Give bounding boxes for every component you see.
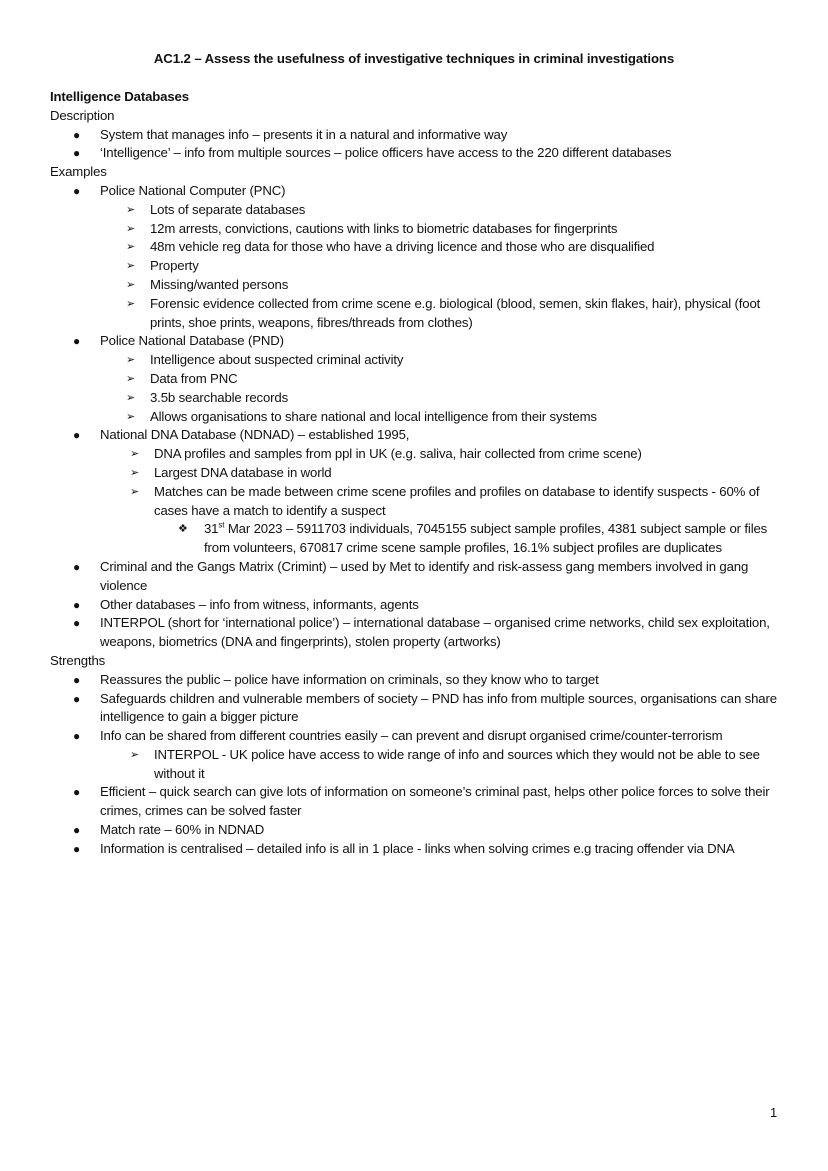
arrow-bullet-icon: ➢: [126, 241, 136, 254]
arrow-bullet-icon: ➢: [126, 222, 136, 235]
sublist-item: [100, 746, 790, 784]
sublist-item-text: INTERPOL - UK police have access to wide range of info and sources which they would not be able to see without it: [154, 746, 760, 781]
description-label: Description: [50, 107, 115, 123]
list-item: [50, 840, 790, 859]
bullet-icon: ●: [73, 334, 81, 349]
sublist-item-text: Forensic evidence collected from crime scene e.g. biological (blood, semen, skin flakes, hair), physical (foot prints, shoe prints, weapons, fibres/threads from clothes): [150, 295, 761, 330]
sublist-item-text: Missing/wanted persons: [150, 276, 289, 292]
arrow-bullet-icon: ➢: [130, 748, 140, 761]
list-item-text: Match rate – 60% in NDNAD: [100, 822, 265, 838]
list-item-text: Police National Computer (PNC): [100, 182, 286, 198]
list-item: [50, 126, 790, 145]
stats-item: [154, 520, 790, 558]
sublist-item-text: 12m arrests, convictions, cautions with links to biometric databases for fingerprints: [150, 220, 618, 236]
list-item-pnd: [50, 332, 790, 426]
list-item-text: Info can be shared from different countries easily – can prevent and disrupt organised crime/counter-terrorism: [100, 728, 723, 744]
sublist-item-text: 3.5b searchable records: [150, 389, 289, 405]
arrow-bullet-icon: ➢: [126, 372, 136, 385]
arrow-bullet-icon: ➢: [126, 260, 136, 273]
list-item-other-databases: [50, 596, 790, 615]
sublist-item: [100, 295, 790, 333]
list-item-text: Reassures the public – police have information on criminals, so they know who to target: [100, 671, 599, 687]
sublist-item-text: Intelligence about suspected criminal activity: [150, 352, 404, 368]
bullet-icon: ●: [73, 729, 81, 744]
arrow-bullet-icon: ➢: [126, 203, 136, 216]
pnd-sublist: [100, 351, 790, 426]
section-heading: Intelligence Databases: [50, 89, 189, 104]
sublist-item-text: Lots of separate databases: [150, 201, 306, 217]
bullet-icon: ●: [73, 597, 81, 612]
list-item: [50, 783, 790, 821]
document-content: [50, 88, 790, 859]
bullet-icon: ●: [73, 146, 81, 161]
stats-day: 31: [204, 521, 219, 537]
strengths-list: [50, 671, 790, 859]
pnc-sublist: [100, 201, 790, 333]
bullet-icon: ●: [73, 428, 81, 443]
bullet-icon: ●: [73, 559, 81, 574]
bullet-icon: ●: [73, 785, 81, 800]
list-item-text: ‘Intelligence’ – info from multiple sources – police officers have access to the 220 different databases: [100, 145, 672, 161]
arrow-bullet-icon: ➢: [126, 297, 136, 310]
sublist-item-text: 48m vehicle reg data for those who have a driving licence and those who are disqualified: [150, 239, 655, 255]
list-item-ndnad: [50, 426, 790, 558]
list-item-text: Criminal and the Gangs Matrix (Crimint) – used by Met to identify and risk-assess gang members involved in gang violence: [100, 558, 749, 593]
list-item-crimint: [50, 558, 790, 596]
list-item-interpol: [50, 614, 790, 652]
sublist-item: [100, 276, 790, 295]
bullet-icon: ●: [73, 127, 81, 142]
examples-list: [50, 182, 790, 652]
sublist-item: [100, 483, 790, 558]
stats-text: Mar 2023 – 5911703 individuals, 7045155 subject sample profiles, 4381 subject sample or files from volunteers, 670817 crime scene sample profiles, 16.1% subject profiles are duplicates: [204, 521, 768, 556]
sublist-item: [100, 464, 790, 483]
strengths-label: Strengths: [50, 652, 106, 668]
strengths-sublist: [100, 746, 790, 784]
sublist-item-text: Largest DNA database in world: [154, 464, 332, 480]
list-item-text: Safeguards children and vulnerable members of society – PND has info from multiple sources, organisations can share intelligence to gain a bigger picture: [100, 690, 777, 725]
bullet-icon: ●: [73, 841, 81, 856]
diamond-bullet-icon: ❖: [178, 523, 188, 536]
arrow-bullet-icon: ➢: [126, 354, 136, 367]
bullet-icon: ●: [73, 691, 81, 706]
examples-label: Examples: [50, 164, 107, 180]
sublist-item: [100, 201, 790, 220]
list-item-text: System that manages info – presents it in a natural and informative way: [100, 126, 508, 142]
arrow-bullet-icon: ➢: [130, 448, 140, 461]
page-number: 1: [770, 1105, 778, 1120]
list-item-text: Information is centralised – detailed info is all in 1 place - links when solving crimes e.g tracing offender via DNA: [100, 840, 735, 856]
sublist-item: [100, 408, 790, 427]
arrow-bullet-icon: ➢: [130, 485, 140, 498]
list-item: [50, 144, 790, 163]
description-list: [50, 126, 790, 164]
ndnad-stats-list: [154, 520, 790, 558]
bullet-icon: ●: [73, 183, 81, 198]
list-item: [50, 671, 790, 690]
arrow-bullet-icon: ➢: [126, 391, 136, 404]
ndnad-sublist: [100, 445, 790, 558]
sublist-item: [100, 351, 790, 370]
list-item: [50, 821, 790, 840]
stats-ordinal: st: [218, 520, 225, 530]
sublist-item: [100, 370, 790, 389]
sublist-item-text: Allows organisations to share national and local intelligence from their systems: [150, 408, 597, 424]
bullet-icon: ●: [73, 672, 81, 687]
arrow-bullet-icon: ➢: [130, 466, 140, 479]
sublist-item: [100, 238, 790, 257]
sublist-item: [100, 220, 790, 239]
sublist-item-text: Data from PNC: [150, 370, 238, 386]
list-item-text: National DNA Database (NDNAD) – established 1995,: [100, 427, 410, 443]
list-item-text: Other databases – info from witness, informants, agents: [100, 596, 419, 612]
sublist-item-text: DNA profiles and samples from ppl in UK (e.g. saliva, hair collected from crime scene): [154, 446, 642, 462]
list-item: [50, 690, 790, 728]
arrow-bullet-icon: ➢: [126, 410, 136, 423]
sublist-item: [100, 445, 790, 464]
list-item: [50, 727, 790, 783]
sublist-item: [100, 389, 790, 408]
list-item-text: INTERPOL (short for ‘international police’) – international database – organised crime networks, child sex exploitation, weapons, biometrics (DNA and fingerprints), stolen property (artworks): [100, 615, 770, 650]
page-title: AC1.2 – Assess the usefulness of investigative techniques in criminal investigations: [153, 51, 675, 66]
arrow-bullet-icon: ➢: [126, 278, 136, 291]
sublist-item-text: Property: [150, 258, 199, 274]
bullet-icon: ●: [73, 823, 81, 838]
sublist-item: [100, 257, 790, 276]
list-item-text: Police National Database (PND): [100, 333, 284, 349]
list-item-text: Efficient – quick search can give lots of information on someone’s criminal past, helps other police forces to solve their crimes, crimes can be solved faster: [100, 784, 770, 819]
sublist-item-text: Matches can be made between crime scene profiles and profiles on database to identify suspects - 60% of cases have a match to identify a suspect: [154, 483, 760, 518]
list-item-pnc: [50, 182, 790, 332]
bullet-icon: ●: [73, 616, 81, 631]
